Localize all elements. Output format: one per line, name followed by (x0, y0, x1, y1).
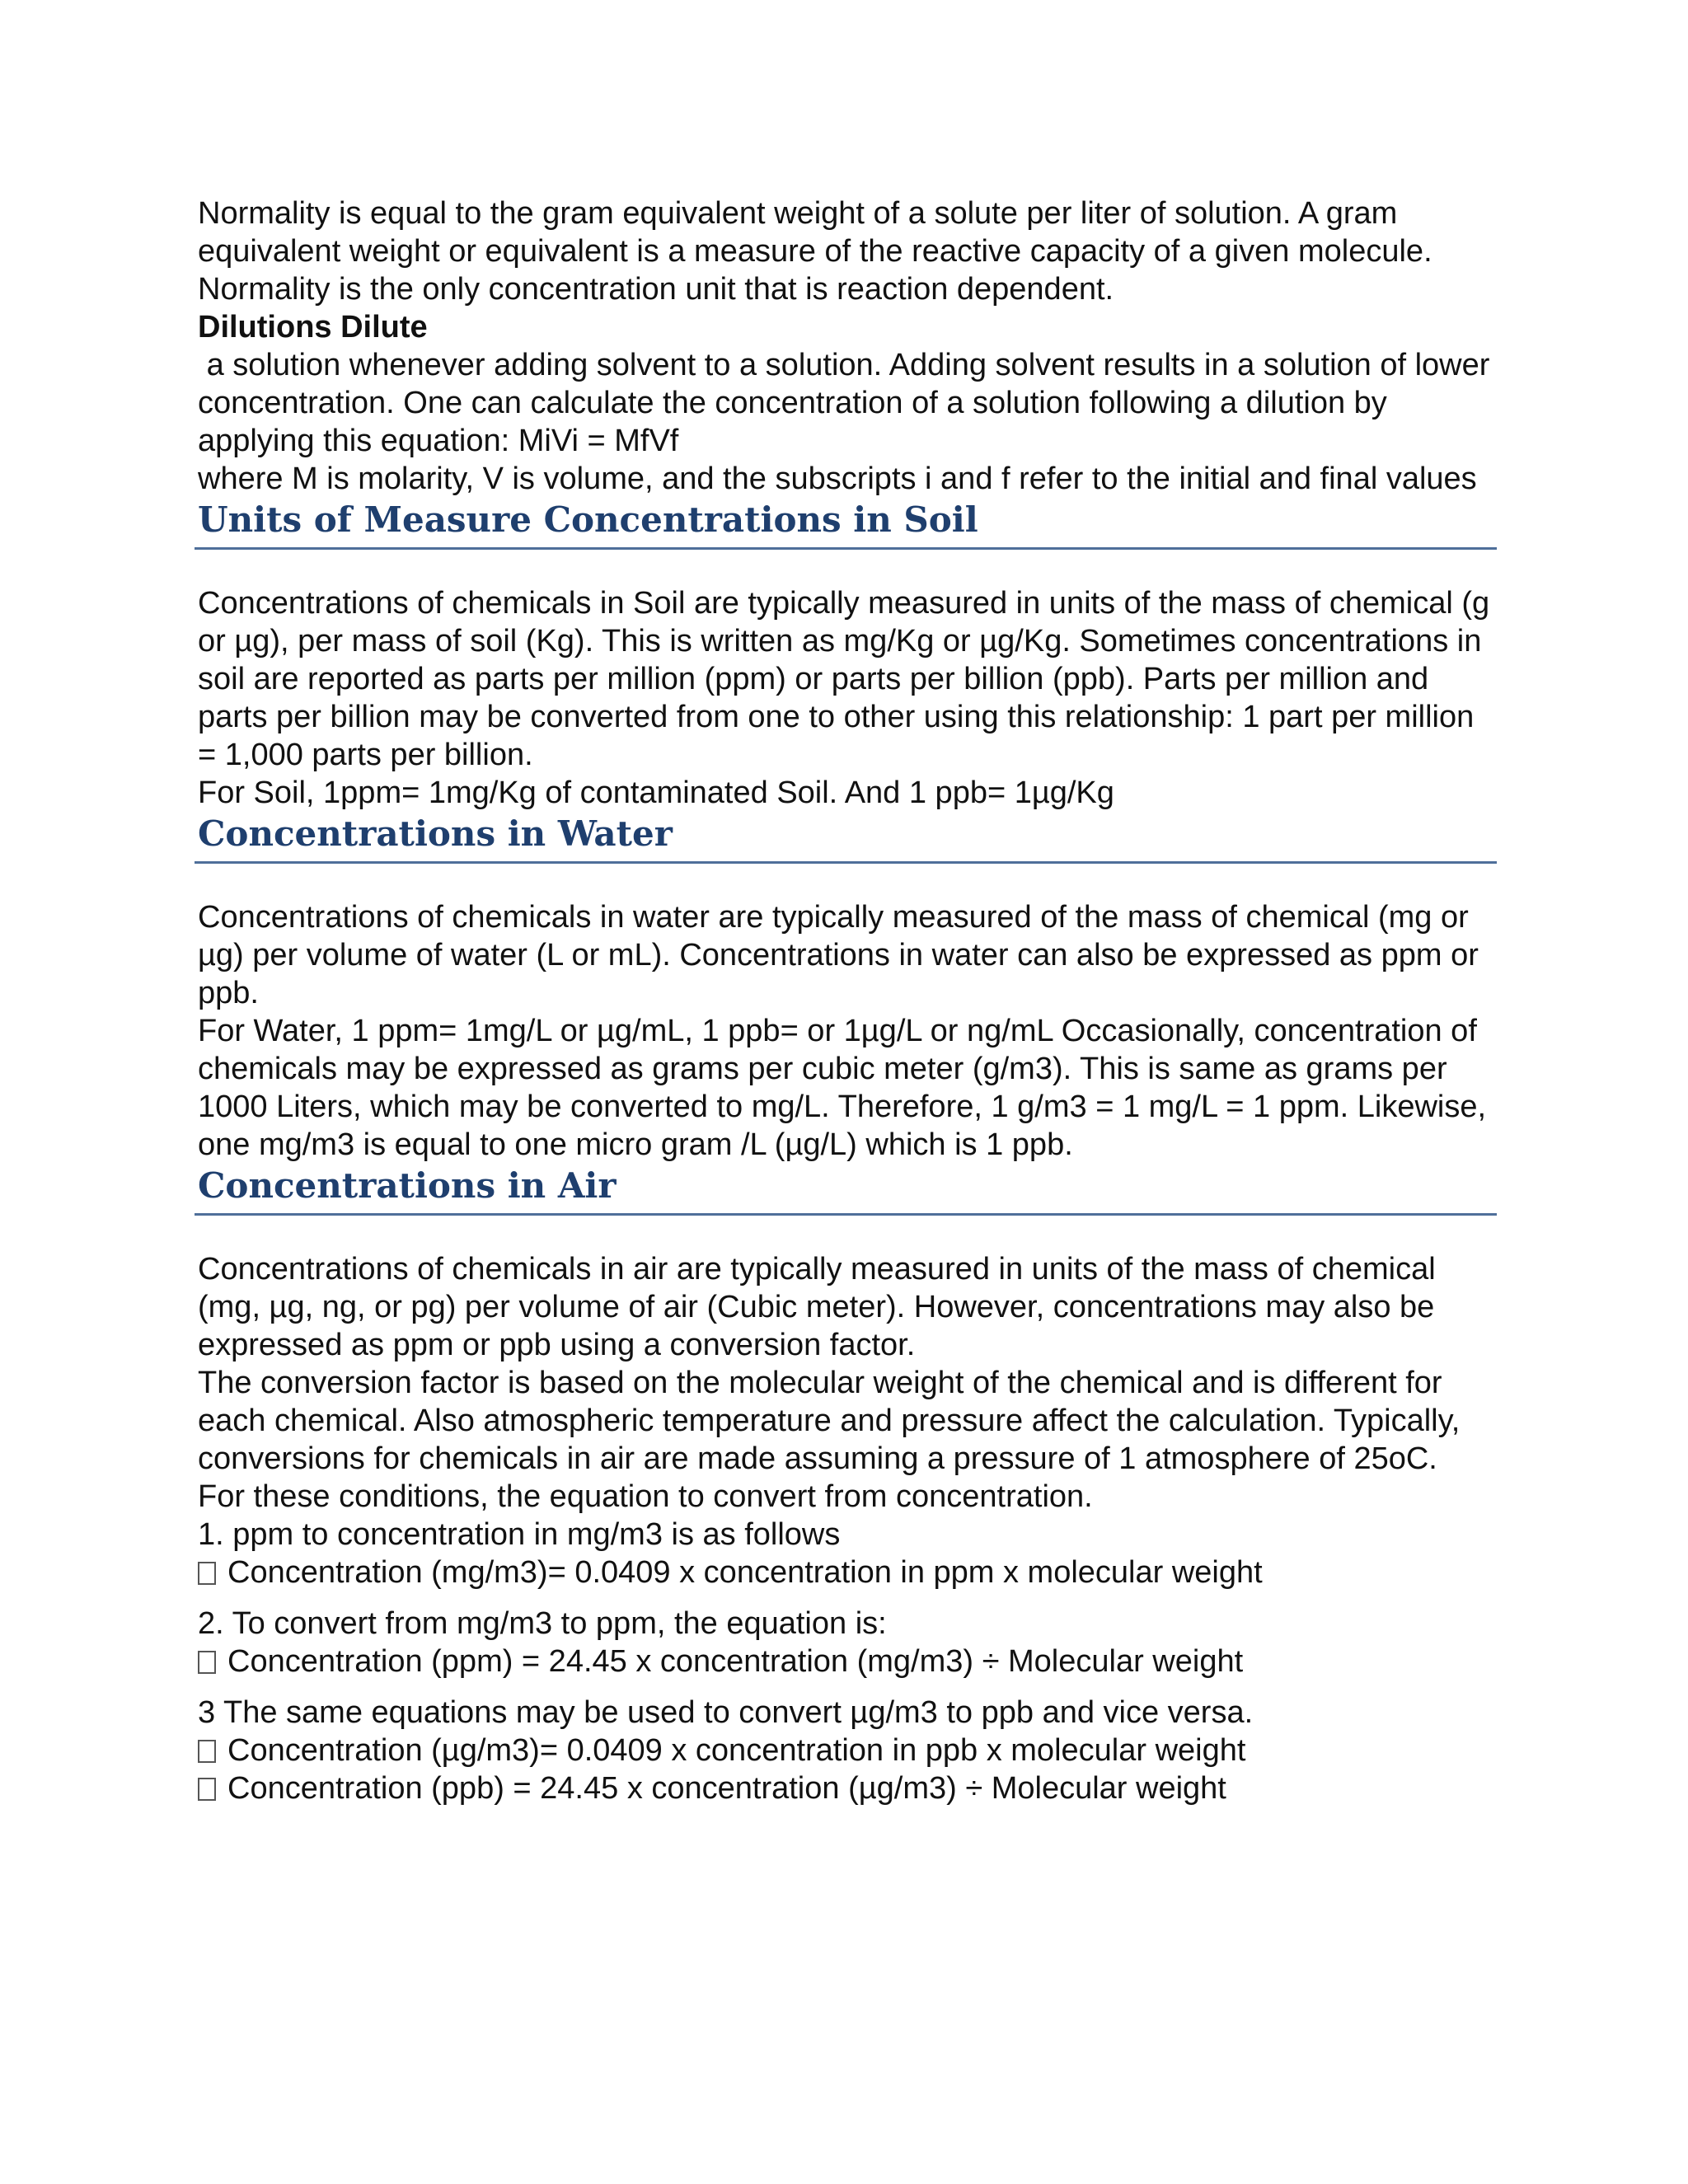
spacer (198, 550, 1500, 584)
dilutions-paragraph: a solution whenever adding solvent to a solution. Adding solvent results in a solution of lower concentration. One can calculate the concentration of a solution following a dilution by applying this equation: MiVi = MfVf (198, 348, 1498, 458)
equation-1-text: Concentration (mg/m3)= 0.0409 x concentration in ppm x molecular weight (227, 1555, 1263, 1590)
air-step-2: 2. To convert from mg/m3 to ppm, the equation is: (198, 1606, 887, 1641)
equation-4-text: Concentration (ppb) = 24.45 x concentration (µg/m3) ÷ Molecular weight (227, 1771, 1226, 1806)
air-step-1: 1. ppm to concentration in mg/m3 is as follows (198, 1517, 841, 1552)
air-paragraph-1: Concentrations of chemicals in air are typically measured in units of the mass of chemical (mg, µg, ng, or pg) per volume of air (Cubic meter). However, concentrations may also be expressed as ppm or ppb using a conversion factor. (198, 1252, 1436, 1362)
equation-1 (198, 1554, 1500, 1591)
equation-2 (198, 1643, 1500, 1680)
air-step-3: 3 The same equations may be used to convert µg/m3 to ppb and vice versa. (198, 1695, 1254, 1730)
dilutions-heading: Dilutions Dilute (198, 310, 428, 344)
normality-paragraph: Normality is equal to the gram equivalent weight of a solute per liter of solution. A gram equivalent weight or equivalent is a measure of the reactive capacity of a given molecule. Normality is the only concentration unit that is reaction dependent. (198, 196, 1432, 307)
equation-3 (198, 1732, 1500, 1769)
water-section-heading: Concentrations in Water (195, 812, 1497, 864)
water-paragraph-2: For Water, 1 ppm= 1mg/L or µg/mL, 1 ppb= or 1µg/L or ng/mL Occasionally, concentration of chemicals may be expressed as grams per cubic meter (g/m3). This is same as grams per 1000 Liters, which may be converted to mg/L. Therefore, 1 g/m3 = 1 mg/L = 1 ppm. Likewise, one mg/m3 is equal to one micro gram /L (µg/L) which is 1 ppb. (198, 1014, 1487, 1162)
missing-glyph-box-icon (198, 1651, 216, 1674)
missing-glyph-box-icon (198, 1740, 216, 1763)
air-section-heading: Concentrations in Air (195, 1164, 1497, 1216)
air-paragraph-3: For these conditions, the equation to convert from concentration. (198, 1479, 1093, 1514)
soil-paragraph-1: Concentrations of chemicals in Soil are typically measured in units of the mass of chemical (g or µg), per mass of soil (Kg). This is written as mg/Kg or µg/Kg. Sometimes concentrations in soil are reported as parts per million (ppm) or parts per billion (ppb). Parts per million and parts per billion may be converted from one to other using this relationship: 1 part per million = 1,000 parts per billion. (198, 586, 1490, 772)
spacer (198, 864, 1500, 898)
equation-4 (198, 1769, 1500, 1807)
spacer (198, 1680, 1500, 1694)
equation-3-text: Concentration (µg/m3)= 0.0409 x concentration in ppb x molecular weight (227, 1733, 1246, 1768)
missing-glyph-box-icon (198, 1562, 216, 1585)
soil-paragraph-2: For Soil, 1ppm= 1mg/Kg of contaminated Soil. And 1 ppb= 1µg/Kg (198, 776, 1114, 810)
soil-section-heading: Units of Measure Concentrations in Soil (195, 498, 1497, 550)
air-paragraph-2: The conversion factor is based on the molecular weight of the chemical and is different for each chemical. Also atmospheric temperature and pressure affect the calculation. Typically, conversions for chemicals in air are made assuming a pressure of 1 atmosphere of 25oC. (198, 1366, 1461, 1476)
water-paragraph-1: Concentrations of chemicals in water are typically measured of the mass of chemical (mg or µg) per volume of water (L or mL). Concentrations in water can also be expressed as ppm or ppb. (198, 900, 1479, 1010)
spacer (198, 1591, 1500, 1605)
spacer (198, 1216, 1500, 1250)
where-paragraph: where M is molarity, V is volume, and the subscripts i and f refer to the initial and final values (198, 462, 1477, 496)
missing-glyph-box-icon (198, 1778, 216, 1801)
document-page (198, 194, 1500, 1807)
equation-2-text: Concentration (ppm) = 24.45 x concentration (mg/m3) ÷ Molecular weight (227, 1644, 1244, 1679)
